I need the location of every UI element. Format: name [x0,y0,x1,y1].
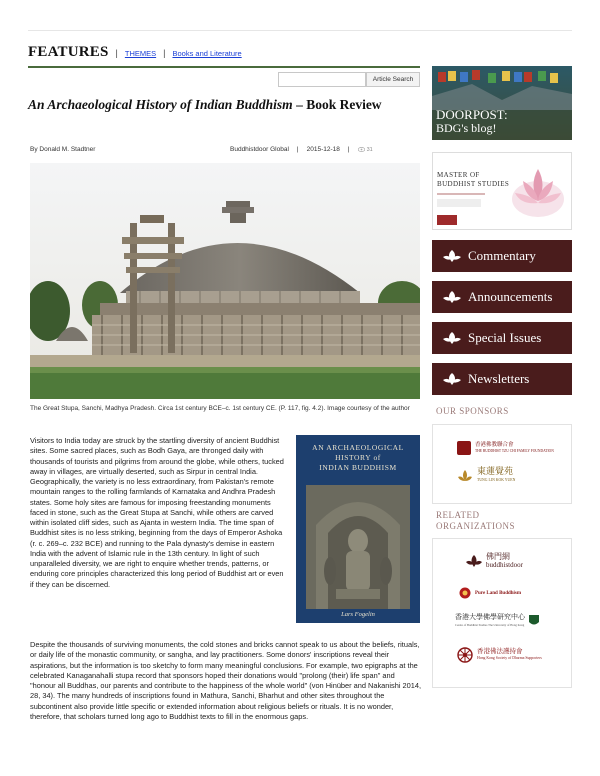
org-hku-cbs-logo[interactable] [455,613,539,629]
mbs-divider [437,193,485,195]
org1-en: buddhistdoor [486,561,523,569]
book-title-line-3: INDIAN BUDDHISM [319,463,397,472]
great-stupa-photo [30,163,420,399]
breadcrumb-books-link[interactable]: Books and Literature [172,49,242,58]
nav-announcements-label: Announcements [468,289,553,304]
book-title-line-2: HISTORY of [335,453,381,462]
book-cover-author: Lars Fogelin [341,611,375,618]
bodhi-leaf-icon [442,249,462,263]
article-meta [230,146,420,153]
org-dharma-supporters-logo[interactable] [457,647,542,663]
book-cover-relief-image [306,485,410,609]
article-author: By Donald M. Stadtner [30,146,96,153]
nav-commentary-label: Commentary [468,248,536,263]
bodhi-leaf-icon [442,290,462,304]
section-title: FEATURES [28,44,109,60]
dharma-wheel-icon [457,647,473,663]
doorpost-blog-banner[interactable] [432,66,572,140]
article-publisher: Buddhistdoor Global [230,146,289,153]
org-buddhistdoor-logo[interactable] [465,553,523,569]
related-heading-line-2: ORGANIZATIONS [436,521,515,531]
org4-en: Hong Kong Society of Dharma Supporters [477,656,542,660]
image-caption: The Great Stupa, Sanchi, Madhya Pradesh. Circa 1st century BCE–c. 1st century CE. (P. 117, fig. 4.2). Image courtesy of the author [30,405,410,412]
pure-land-emblem-icon [459,587,471,599]
breadcrumb-separator: | [115,48,118,58]
bodhi-leaf-icon [442,331,462,345]
meta-separator: | [347,146,350,153]
org2-name: Pure Land Buddhism [475,590,522,596]
nav-special-issues-label: Special Issues [468,330,542,345]
org-pure-land-logo[interactable] [459,587,521,599]
lotus-icon [509,159,567,223]
breadcrumb-separator: | [163,48,166,58]
sponsor-tung-lin-kok-yuen-logo[interactable] [457,467,515,485]
sponsors-heading: OUR SPONSORS [436,406,509,416]
doorpost-title: DOORPOST: [436,107,508,122]
top-divider [28,30,572,31]
sponsor2-en: TUNG LIN KOK YUEN [477,478,516,482]
nav-special-issues[interactable] [432,322,572,354]
related-organizations-box [432,538,572,688]
mbs-line-2: BUDDHIST STUDIES [437,180,510,188]
article-paragraph-2: Despite the thousands of surviving monuments, the cold stones and bricks cannot speak to us about the beliefs, rituals, or daily life of the monastic community, or sangha, and lay practitioners. Some donors' inscriptions reveal their aspirations, but the information is too sketchy to form many meaningful conclusions. For example, two epigraphs at the celebrated Kanaganahalli stupa record that sponsors hoped their donations would "prolong (their) life span" and "honour all Buddhas, our parents and contribute to the happiness of the whole world" (von Hinüber and Nakanishi 2014, 28, 34). The many hundreds of inscriptions found in Mathura, Sanchi, Bharhut and other sites throughout the subcontinent also provide little specific or extended information about religious beliefs or rituals. It is no wonder, therefore, that scholars turned long ago to Buddhist texts to fill in the enormous gaps. [30,640,422,721]
org3-en: Centre of Buddhist Studies The University of Hong Kong [455,623,525,627]
nav-newsletters-label: Newsletters [468,371,530,386]
hku-logo [437,215,457,225]
meta-separator: | [296,146,299,153]
bodhi-leaf-icon [442,372,462,386]
sponsor1-en: THE BUDDHIST TZU CHI FAMILY FOUNDATION [475,449,554,453]
mbs-line-1: MASTER OF [437,171,480,179]
lotus-emblem-icon [457,469,473,483]
org4-cn: 香港佛法護持會 [477,648,523,655]
nav-newsletters[interactable] [432,363,572,395]
sponsor1-cn: 香港佛教聯合會 [475,442,514,448]
related-heading-line-1: RELATED [436,510,480,520]
article-title-italic: An Archaeological History of Indian Buddhism [28,97,293,112]
nav-commentary[interactable] [432,240,572,272]
article-title-rest: – Book Review [292,97,382,112]
book-title-line-1: AN ARCHAEOLOGICAL [312,443,404,452]
eye-icon [358,147,365,152]
breadcrumb-themes-link[interactable]: THEMES [124,49,157,58]
doorpost-subtitle: BDG's blog! [436,121,497,135]
article-paragraph-1: Visitors to India today are struck by the startling diversity of ancient Buddhist sites. Some sacred places, such as Bodh Gaya, are thronged daily with thousands of tourists and pilgrims from around the globe, while others, tucked away in villages, are virtually deserted, such as Sirpur in central India. Geographically, the variety is no less extraordinary, from Pakistan's remote mountain ranges to the rolling farmlands of Karnataka and Andhra Pradesh states. Some holy sites are famous for imposing freestanding monuments faced in stone, such as the Great Stupa at Sanchi, while others are carved within isolated cliff sides, such as Ajanta in western India. The time span of Buddhist sites is no less striking, beginning from the days of Emperor Ashoka (r. c. 269–c. 232 BCE) and running to the Pala dynasty's demise in eastern India with the advent of Islamic rule in the 13th century. In light of such unparalleled diversity, we are right to enquire whether trends, patterns, or enduring core principles characterized this long period of Buddhist art or even if they can be discerned. [30,436,284,589]
sponsors-box [432,424,572,504]
header-rule [28,66,420,68]
article-date: 2015-12-18 [306,146,340,153]
nav-announcements[interactable] [432,281,572,313]
article-search-input[interactable] [278,72,366,87]
book-cover [296,435,420,623]
sponsor-tzu-chi-logo[interactable] [457,441,554,455]
view-count-value: 31 [366,146,373,153]
buddhistdoor-leaf-icon [465,554,483,568]
sponsor-emblem [457,441,471,455]
view-count [358,147,373,153]
mbs-small-text [437,199,481,207]
book-cover-title [296,443,420,473]
sponsor2-cn: 東蓮覺苑 [477,466,514,476]
section-header [28,44,420,66]
related-organizations-heading [436,510,515,532]
org3-cn: 香港大學佛學研究中心 [455,613,525,621]
article-title [28,95,423,114]
hku-crest-icon [529,615,539,627]
article-search-button[interactable]: Article Search [366,72,420,87]
master-buddhist-studies-banner[interactable] [432,152,572,230]
org1-cn: 佛門網 [486,552,510,561]
